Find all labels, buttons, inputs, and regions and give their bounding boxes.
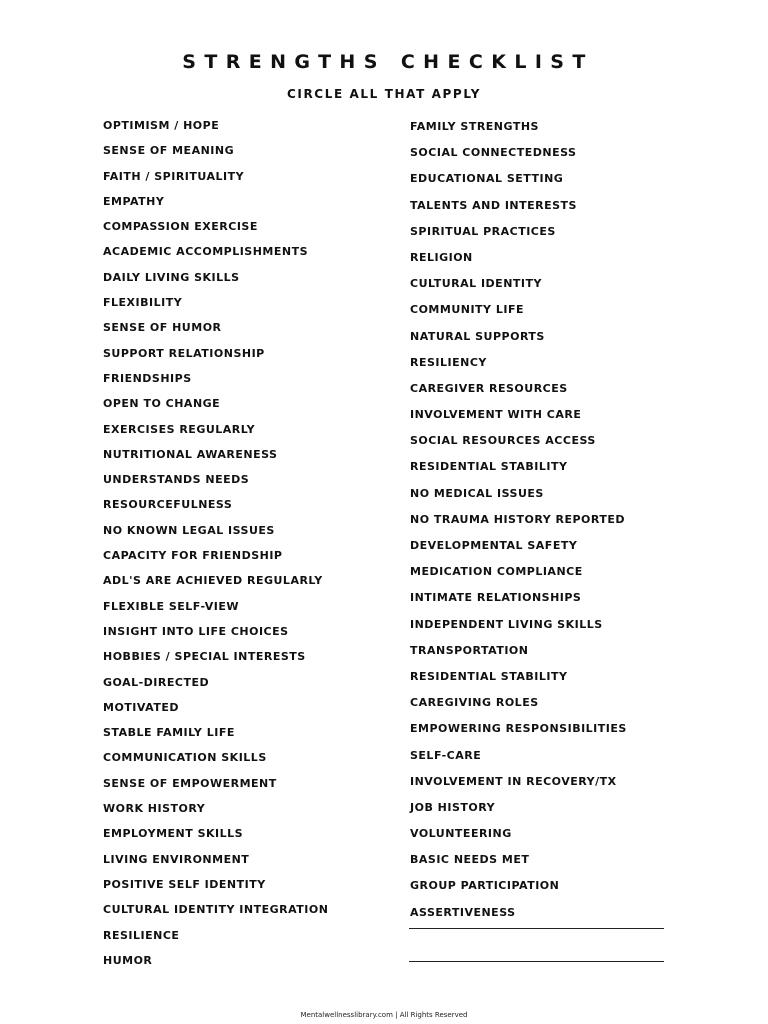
strength-item[interactable]: SENSE OF EMPOWERMENT (103, 776, 277, 790)
strength-item[interactable]: RESOURCEFULNESS (103, 498, 233, 512)
strength-item[interactable]: MEDICATION COMPLIANCE (410, 565, 583, 579)
strength-item[interactable]: TRANSPORTATION (410, 643, 529, 657)
strength-item[interactable]: NO TRAUMA HISTORY REPORTED (410, 512, 626, 526)
strength-item[interactable]: SOCIAL RESOURCES ACCESS (410, 434, 596, 448)
strength-item[interactable]: LIVING ENVIRONMENT (103, 852, 250, 866)
strength-item[interactable]: UNDERSTANDS NEEDS (103, 473, 250, 487)
strength-item[interactable]: FLEXIBILITY (103, 296, 183, 310)
strength-item[interactable]: NATURAL SUPPORTS (410, 329, 545, 343)
right-strengths-list (410, 118, 627, 930)
strength-item[interactable]: INDEPENDENT LIVING SKILLS (410, 617, 603, 631)
page-footer: Mentalwellnesslibrary.com | All Rights Reserved (300, 1011, 468, 1019)
strength-item[interactable]: VOLUNTEERING (410, 827, 512, 841)
strength-item[interactable]: ADL'S ARE ACHIEVED REGULARLY (103, 574, 323, 588)
strength-item[interactable]: SELF-CARE (410, 748, 482, 762)
strength-item[interactable]: FAITH / SPIRITUALITY (103, 169, 245, 183)
strength-item[interactable]: STABLE FAMILY LIFE (103, 726, 235, 740)
strength-item[interactable]: MOTIVATED (103, 700, 179, 714)
page-title: STRENGTHS CHECKLIST (182, 51, 594, 73)
strength-item[interactable]: SENSE OF HUMOR (103, 321, 222, 335)
strength-item[interactable]: CAREGIVER RESOURCES (410, 381, 568, 395)
strength-item[interactable]: GOAL-DIRECTED (103, 675, 210, 689)
strength-item[interactable]: DAILY LIVING SKILLS (103, 270, 240, 284)
strength-item[interactable]: CAREGIVING ROLES (410, 696, 539, 710)
strength-item[interactable]: SPIRITUAL PRACTICES (410, 224, 556, 238)
strength-item[interactable]: EMPATHY (103, 194, 165, 208)
strength-item[interactable]: EMPLOYMENT SKILLS (103, 827, 244, 841)
strength-item[interactable]: RESIDENTIAL STABILITY (410, 460, 568, 474)
strength-item[interactable]: POSITIVE SELF IDENTITY (103, 877, 266, 891)
strength-item[interactable]: BASIC NEEDS MET (410, 853, 530, 867)
strength-item[interactable]: INVOLVEMENT IN RECOVERY/TX (410, 774, 617, 788)
strength-item[interactable]: NO KNOWN LEGAL ISSUES (103, 523, 275, 537)
strength-item[interactable]: JOB HISTORY (410, 800, 496, 814)
strength-item[interactable]: EMPOWERING RESPONSIBILITIES (410, 722, 627, 736)
blank-write-in-line-1[interactable] (409, 928, 664, 929)
strength-item[interactable]: HUMOR (103, 953, 153, 967)
strength-item[interactable]: FLEXIBLE SELF-VIEW (103, 599, 239, 613)
strength-item[interactable]: INTIMATE RELATIONSHIPS (410, 591, 582, 605)
strength-item[interactable]: NO MEDICAL ISSUES (410, 486, 544, 500)
strength-item[interactable]: COMMUNITY LIFE (410, 303, 524, 317)
strength-item[interactable]: SOCIAL CONNECTEDNESS (410, 146, 577, 160)
strength-item[interactable]: ACADEMIC ACCOMPLISHMENTS (103, 245, 309, 259)
page-subtitle: CIRCLE ALL THAT APPLY (287, 87, 481, 101)
strength-item[interactable]: RESILIENCE (103, 928, 180, 942)
strength-item[interactable]: OPTIMISM / HOPE (103, 119, 220, 132)
strength-item[interactable]: INVOLVEMENT WITH CARE (410, 408, 582, 422)
strength-item[interactable]: EXERCISES REGULARLY (103, 422, 256, 436)
strength-item[interactable]: HOBBIES / SPECIAL INTERESTS (103, 650, 306, 664)
strength-item[interactable]: RELIGION (410, 250, 473, 264)
strength-item[interactable]: CULTURAL IDENTITY (410, 277, 542, 291)
strength-item[interactable]: SENSE OF MEANING (103, 144, 235, 158)
strength-item[interactable]: INSIGHT INTO LIFE CHOICES (103, 624, 289, 638)
strength-item[interactable]: EDUCATIONAL SETTING (410, 172, 564, 186)
strength-item[interactable]: WORK HISTORY (103, 802, 206, 816)
strength-item[interactable]: DEVELOPMENTAL SAFETY (410, 539, 578, 552)
strength-item[interactable]: OPEN TO CHANGE (103, 397, 221, 411)
strength-item[interactable]: GROUP PARTICIPATION (410, 879, 560, 893)
strength-item[interactable]: COMPASSION EXERCISE (103, 220, 258, 234)
strength-item[interactable]: SUPPORT RELATIONSHIP (103, 346, 265, 360)
blank-write-in-line-2[interactable] (409, 961, 664, 962)
left-strengths-list (103, 117, 328, 977)
strength-item[interactable]: CULTURAL IDENTITY INTEGRATION (103, 903, 329, 917)
strength-item[interactable]: CAPACITY FOR FRIENDSHIP (103, 549, 283, 563)
strength-item[interactable]: RESILIENCY (410, 355, 487, 369)
strength-item[interactable]: COMMUNICATION SKILLS (103, 751, 267, 765)
strength-item[interactable]: FRIENDSHIPS (103, 371, 192, 385)
strength-item[interactable]: NUTRITIONAL AWARENESS (103, 447, 278, 461)
strength-item[interactable]: TALENTS AND INTERESTS (410, 198, 577, 212)
strength-item[interactable]: ASSERTIVENESS (410, 905, 516, 919)
strength-item[interactable]: FAMILY STRENGTHS (410, 120, 539, 133)
strength-item[interactable]: RESIDENTIAL STABILITY (410, 669, 568, 683)
